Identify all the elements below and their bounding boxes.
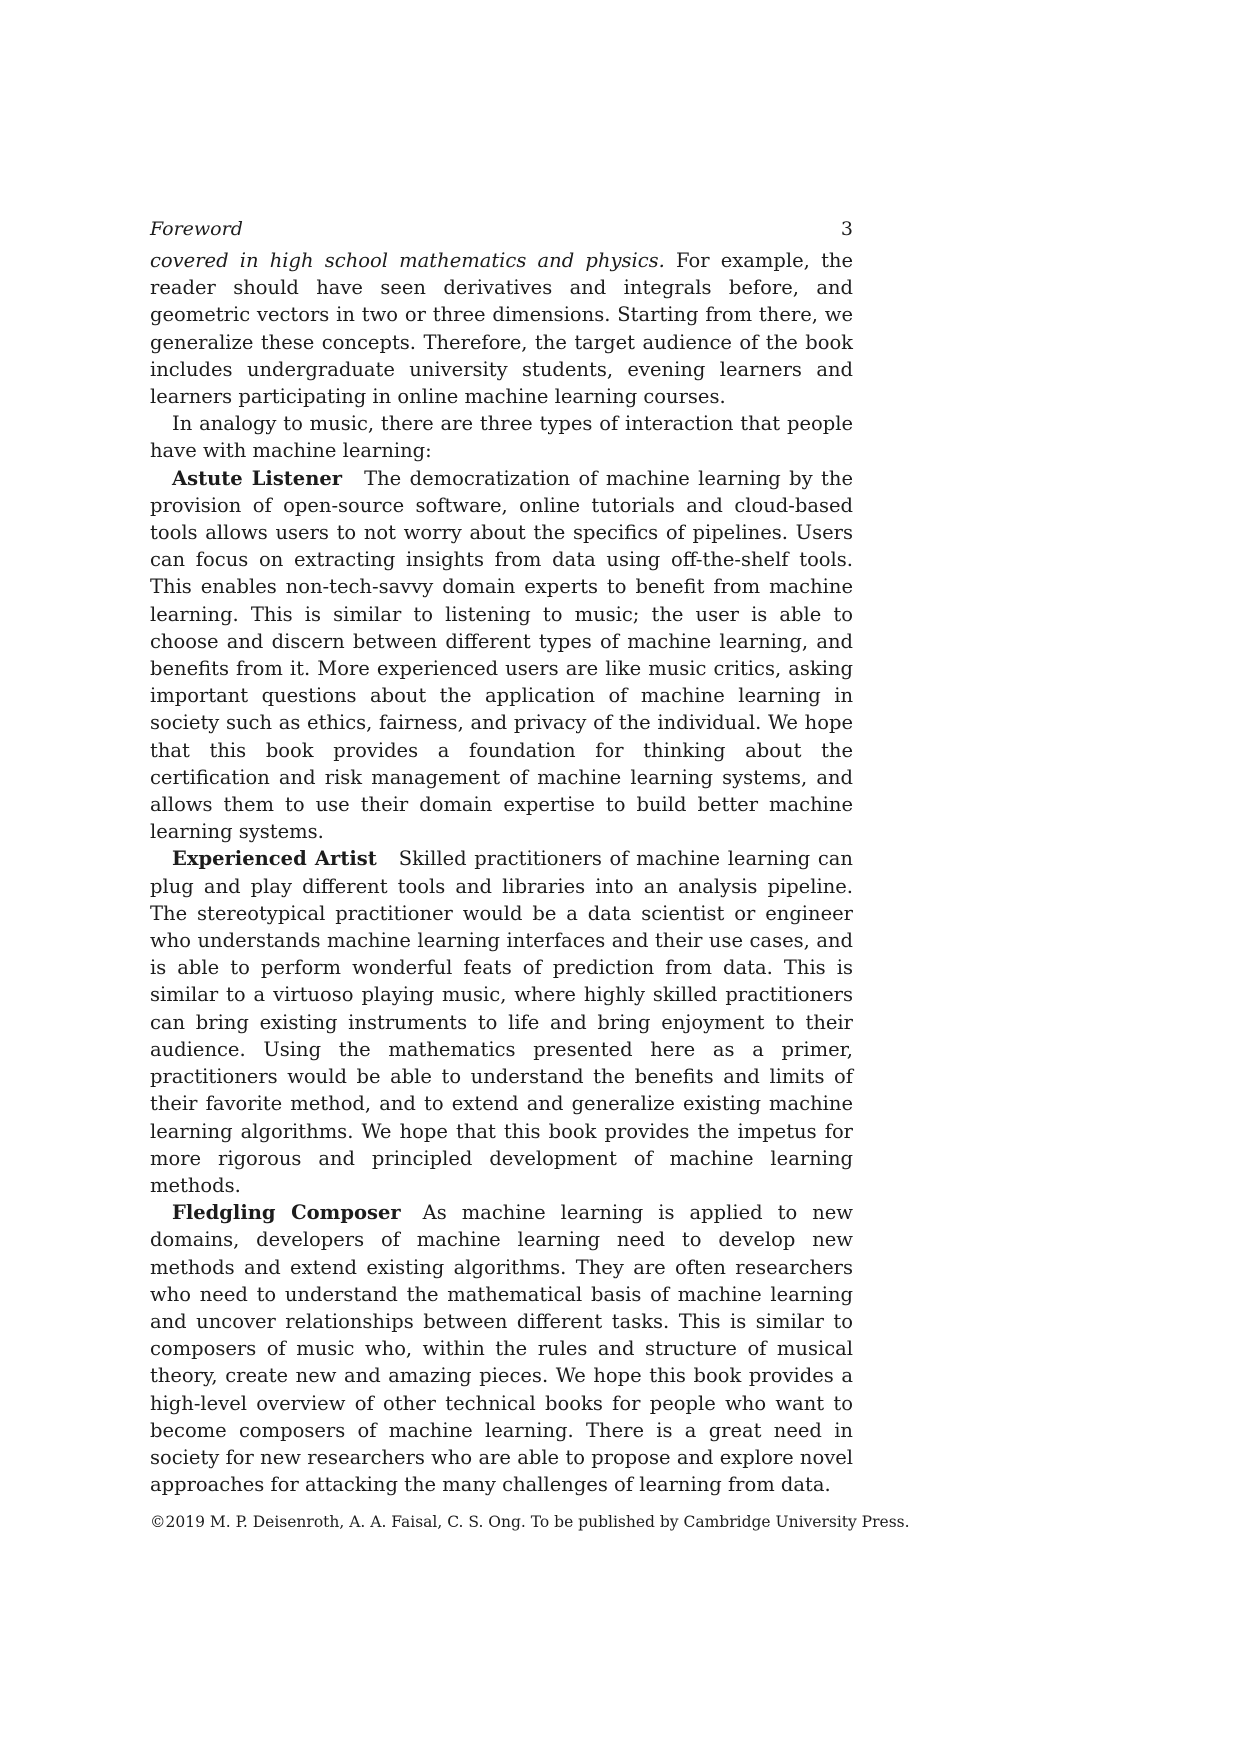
paragraph-audience-text: For example, the reader should have seen derivatives and integrals before, and geometric vectors in two or three dimensions. Starting from there, we generalize these concepts. Therefore, the target audience of the book includes undergraduate university students, evening learners and learners participating in online machine learning courses. [150,249,854,409]
paragraph-experienced-artist [150,845,853,1199]
experienced-artist-text: Skilled practitioners of machine learning can plug and play different tools and libraries into an analysis pipeline. The stereotypical practitioner would be a data scientist or engineer who understands machine learning interfaces and their use cases, and is able to perform wonderful feats of prediction from data. This is similar to a virtuoso playing music, where highly skilled practitioners can bring existing instruments to life and bring enjoyment to their audience. Using the mathematics presented here as a primer, practitioners would be able to understand the benefits and limits of their favorite method, and to extend and generalize existing machine learning algorithms. We hope that this book provides the impetus for more rigorous and principled development of machine learning methods. [150,847,853,1197]
page-content [150,216,853,1498]
running-head-title: Foreword [150,218,243,240]
astute-listener-text: The democratization of machine learning by the provision of open-source software, online tutorials and cloud-based tools allows users to not worry about the specifics of pipelines. Users can focus on extracting insights from data using off-the-shelf tools. This enables non-tech-savvy domain experts to benefit from machine learning. This is similar to listening to music; the user is able to choose and discern between different types of machine learning, and benefits from it. More experienced users are like music critics, asking important questions about the application of machine learning in society such as ethics, fairness, and privacy of the individual. We hope that this book provides a foundation for thinking about the certification and risk management of machine learning systems, and allows them to use their domain expertise to build better machine learning systems. [150,466,853,844]
paragraph-astute-listener [150,465,853,846]
astute-listener-heading: Astute Listener [172,466,343,490]
experienced-artist-heading: Experienced Artist [172,847,377,871]
paragraph-audience-italic-lead: covered in high school mathematics and physics. [150,249,665,272]
paragraph-fledgling-composer [150,1199,853,1498]
fledgling-composer-text: As machine learning is applied to new domains, developers of machine learning need to develop new methods and extend existing algorithms. They are often researchers who need to understand the mathematical basis of machine learning and uncover relationships between different tasks. This is similar to composers of music who, within the rules and structure of musical theory, create new and amazing pieces. We hope this book provides a high-level overview of other technical books for people who want to become composers of machine learning. There is a great need in society for new researchers who are able to propose and explore novel approaches for attacking the many challenges of learning from data. [150,1201,853,1497]
page-number: 3 [840,218,853,240]
paragraph-music-analogy: In analogy to music, there are three types of interaction that people have with machine learning: [150,412,853,463]
running-head [150,216,853,243]
paragraph-audience [150,247,853,410]
copyright-footer: ©2019 M. P. Deisenroth, A. A. Faisal, C. S. Ong. To be published by Cambridge University Press. [150,1513,910,1531]
body-text [150,247,853,1498]
fledgling-composer-heading: Fledgling Composer [172,1201,401,1225]
